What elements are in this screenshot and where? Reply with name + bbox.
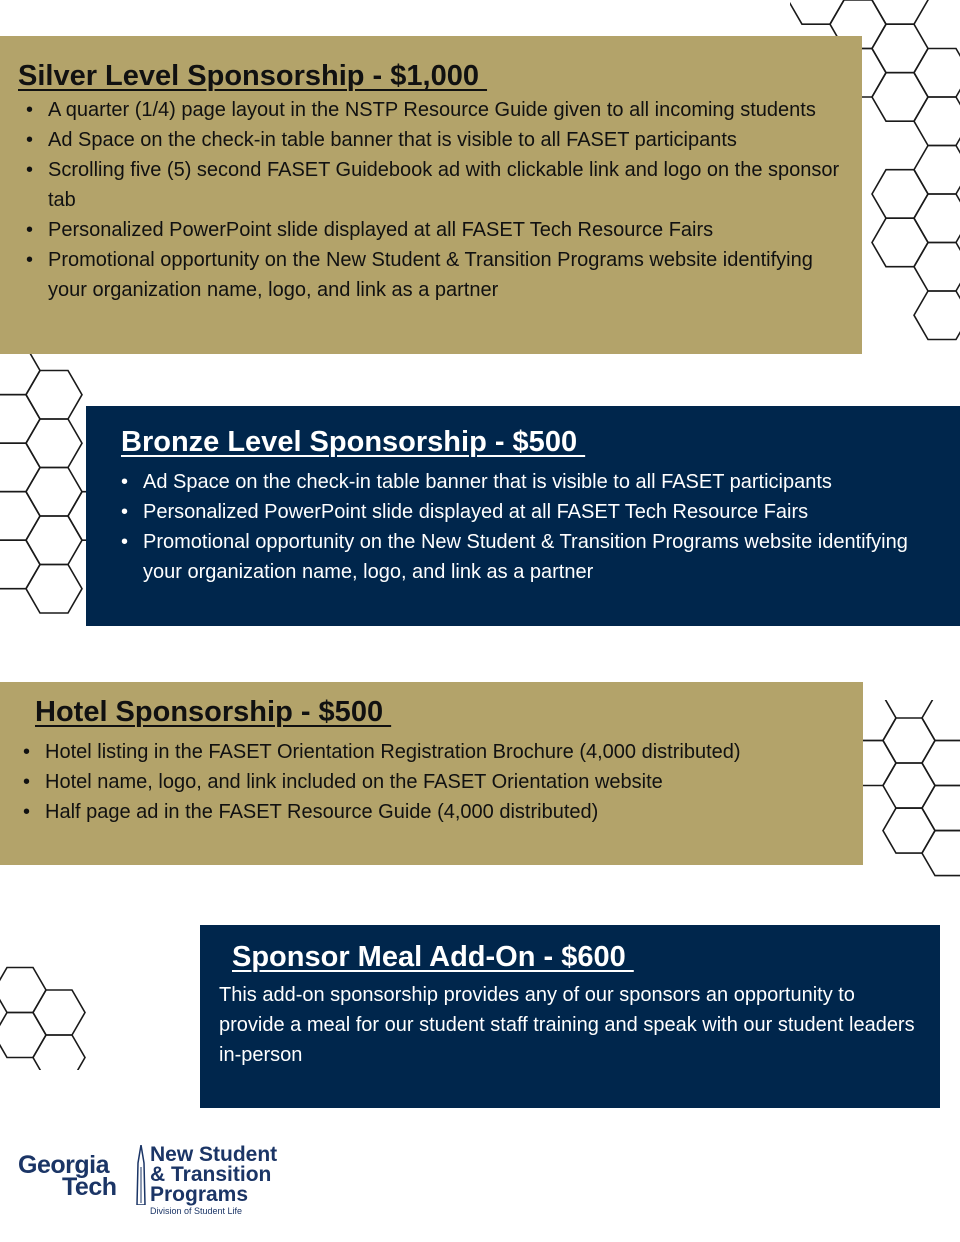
logo-line-1: New Student bbox=[150, 1143, 278, 1166]
honeycomb-bottom-left bbox=[0, 960, 110, 1070]
honeycomb-cell bbox=[883, 808, 935, 853]
honeycomb-cell bbox=[872, 24, 928, 72]
silver-benefits-list bbox=[48, 95, 842, 305]
honeycomb-cell bbox=[872, 0, 928, 24]
sponsor-meal-description: This add-on sponsorship provides any of our sponsors an opportunity to provide a meal for our student staff training and speak with our student leaders in-person bbox=[219, 984, 915, 1066]
honeycomb-cell bbox=[33, 1035, 85, 1070]
list-item: • Ad Space on the check-in table banner that is visible to all FASET participants bbox=[143, 467, 940, 497]
honeycomb-cell bbox=[0, 492, 40, 541]
tech-tower-icon bbox=[134, 1145, 148, 1205]
honeycomb-cell bbox=[26, 419, 82, 468]
logo-line-3: Programs bbox=[150, 1183, 249, 1206]
bronze-sponsorship-title: Bronze Level Sponsorship - $500 bbox=[121, 426, 586, 458]
list-item: • Personalized PowerPoint slide displayed at all FASET Tech Resource Fairs bbox=[143, 497, 940, 527]
honeycomb-cell bbox=[922, 741, 960, 786]
list-item: • Hotel listing in the FASET Orientation Registration Brochure (4,000 distributed) bbox=[45, 737, 843, 767]
logo-division-text: Division of Student Life bbox=[150, 1206, 243, 1216]
honeycomb-cell bbox=[0, 968, 46, 1013]
honeycomb-cell bbox=[872, 218, 928, 267]
bronze-sponsorship-panel bbox=[86, 406, 960, 626]
silver-sponsorship-panel bbox=[0, 36, 862, 354]
honeycomb-cell bbox=[883, 763, 935, 808]
honeycomb-cell bbox=[914, 49, 960, 98]
honeycomb-cell bbox=[26, 371, 82, 420]
honeycomb-cell bbox=[0, 395, 40, 444]
honeycomb-cell bbox=[914, 291, 960, 340]
honeycomb-cell bbox=[922, 700, 960, 741]
list-item: • Scrolling five (5) second FASET Guidebook ad with clickable link and logo on the sponsor tab bbox=[48, 155, 842, 215]
honeycomb-cell bbox=[914, 194, 960, 243]
bronze-benefits-list bbox=[143, 467, 940, 587]
honeycomb-cell bbox=[872, 73, 928, 122]
list-item: • Promotional opportunity on the New Student & Transition Programs website identifying your organization name, logo, and link as a partner bbox=[143, 527, 940, 587]
logo-tech-text: Tech bbox=[62, 1173, 117, 1201]
georgia-tech-nstp-logo bbox=[16, 1143, 336, 1221]
honeycomb-cell bbox=[26, 565, 82, 614]
honeycomb-cell bbox=[790, 0, 844, 24]
honeycomb-cell bbox=[872, 170, 928, 219]
list-item: • A quarter (1/4) page layout in the NSTP Resource Guide given to all incoming students bbox=[48, 95, 842, 125]
honeycomb-cell bbox=[914, 146, 960, 195]
list-item: • Ad Space on the check-in table banner that is visible to all FASET participants bbox=[48, 125, 842, 155]
honeycomb-cell bbox=[922, 786, 960, 831]
honeycomb-cell bbox=[33, 990, 85, 1035]
honeycomb-cell bbox=[0, 1013, 46, 1058]
honeycomb-cell bbox=[26, 516, 82, 565]
honeycomb-cell bbox=[26, 468, 82, 517]
honeycomb-cell bbox=[883, 718, 935, 763]
hotel-sponsorship-title: Hotel Sponsorship - $500 bbox=[35, 696, 392, 728]
silver-sponsorship-title: Silver Level Sponsorship - $1,000 bbox=[18, 60, 488, 92]
hotel-sponsorship-panel bbox=[0, 682, 863, 865]
honeycomb-cell bbox=[922, 831, 960, 876]
honeycomb-cell bbox=[914, 243, 960, 292]
logo-georgia-text: Georgia bbox=[18, 1151, 109, 1179]
sponsor-meal-panel bbox=[200, 925, 940, 1108]
honeycomb-cell bbox=[914, 97, 960, 146]
honeycomb-cell bbox=[0, 443, 40, 492]
list-item: • Hotel name, logo, and link included on the FASET Orientation website bbox=[45, 767, 843, 797]
honeycomb-cell bbox=[0, 540, 40, 589]
logo-line-2: & Transition bbox=[150, 1163, 272, 1186]
hotel-benefits-list bbox=[45, 737, 843, 827]
list-item: • Promotional opportunity on the New Student & Transition Programs website identifying your organization name, logo, and link as a partner bbox=[48, 245, 842, 305]
list-item: • Half page ad in the FASET Resource Guide (4,000 distributed) bbox=[45, 797, 843, 827]
sponsor-meal-title: Sponsor Meal Add-On - $600 bbox=[232, 941, 634, 973]
list-item: • Personalized PowerPoint slide displayed at all FASET Tech Resource Fairs bbox=[48, 215, 842, 245]
